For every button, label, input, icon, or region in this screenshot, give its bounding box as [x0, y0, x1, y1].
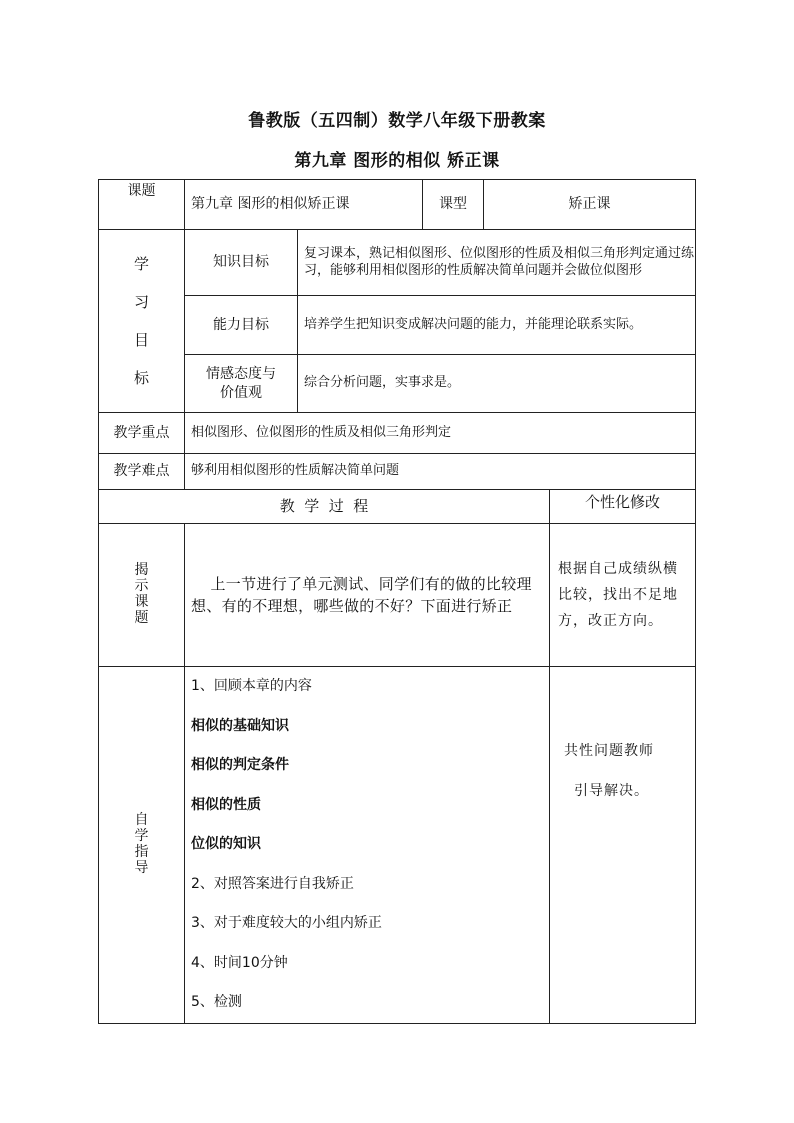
process-label: 教 学 过 程	[99, 490, 550, 524]
reveal-label-cell	[99, 524, 185, 667]
reveal-text: 上一节进行了单元测试、同学们有的做的比较理想、有的不理想，哪些做的不好？下面进行矫正	[185, 524, 550, 667]
topic-row	[99, 180, 696, 230]
topic-label: 课题	[99, 180, 185, 230]
process-header-row	[99, 490, 696, 524]
self-study-note-cell	[550, 667, 696, 1024]
objective-label-ability: 能力目标	[185, 296, 298, 355]
key-point-text: 相似图形、位似图形的性质及相似三角形判定	[185, 413, 696, 454]
objectives-label-cell	[99, 230, 185, 413]
self-study-note-line1: 共性问题教师	[564, 743, 655, 759]
difficulty-text: 够利用相似图形的性质解决简单问题	[185, 454, 696, 490]
guide-item-conditions: 相似的判定条件	[191, 757, 289, 773]
guide-item-3: 3、对于难度较大的小组内矫正	[191, 915, 382, 931]
self-study-row	[99, 667, 696, 1024]
objective-row-knowledge	[99, 230, 696, 296]
guide-item-properties: 相似的性质	[191, 796, 261, 813]
guide-item-homothety: 位似的知识	[191, 836, 261, 852]
guide-item-basics: 相似的基础知识	[191, 717, 289, 734]
type-value: 矫正课	[484, 180, 696, 230]
objective-row-ability	[99, 296, 696, 355]
self-study-content	[185, 667, 550, 1024]
guide-item-5: 5、检测	[191, 994, 242, 1010]
guide-item-1: 1、回顾本章的内容	[191, 678, 312, 694]
objective-row-emotion	[99, 355, 696, 413]
revision-label: 个性化修改	[550, 490, 696, 524]
guide-item-2: 2、对照答案进行自我矫正	[191, 875, 354, 892]
objective-label-knowledge: 知识目标	[185, 230, 298, 296]
type-label: 课型	[423, 180, 484, 230]
key-point-row	[99, 413, 696, 454]
key-point-label: 教学重点	[99, 413, 185, 454]
objective-text-emotion: 综合分析问题，实事求是。	[298, 355, 696, 413]
document-title: 鲁教版（五四制）数学八年级下册教案	[248, 111, 546, 131]
chapter-subtitle: 第九章 图形的相似 矫正课	[294, 151, 500, 171]
self-study-label: 自学指导	[134, 811, 149, 876]
reveal-note-cell	[550, 524, 696, 667]
reveal-label: 揭示课题	[134, 562, 149, 627]
self-study-note-line2: 引导解决。	[574, 783, 650, 799]
reveal-note: 根据自己成绩纵横比较，找出不足地方，改正方向。	[558, 561, 679, 629]
difficulty-row	[99, 454, 696, 490]
lesson-plan-table	[98, 179, 696, 1024]
objective-text-knowledge: 复习课本，熟记相似图形、位似图形的性质及相似三角形判定通过练习，能够利用相似图形的性质解决简单问题并会做位似图形	[298, 230, 696, 296]
self-study-label-cell	[99, 667, 185, 1024]
objective-label-emotion: 情感态度与价值观	[185, 355, 298, 413]
objectives-label: 学习目标	[133, 255, 149, 387]
difficulty-label: 教学难点	[99, 454, 185, 490]
reveal-row	[99, 524, 696, 667]
objective-text-ability: 培养学生把知识变成解决问题的能力，并能理论联系实际。	[298, 296, 696, 355]
self-study-list	[185, 667, 549, 1023]
topic-value: 第九章 图形的相似矫正课	[185, 180, 423, 230]
guide-item-4: 4、时间10分钟	[191, 954, 288, 971]
